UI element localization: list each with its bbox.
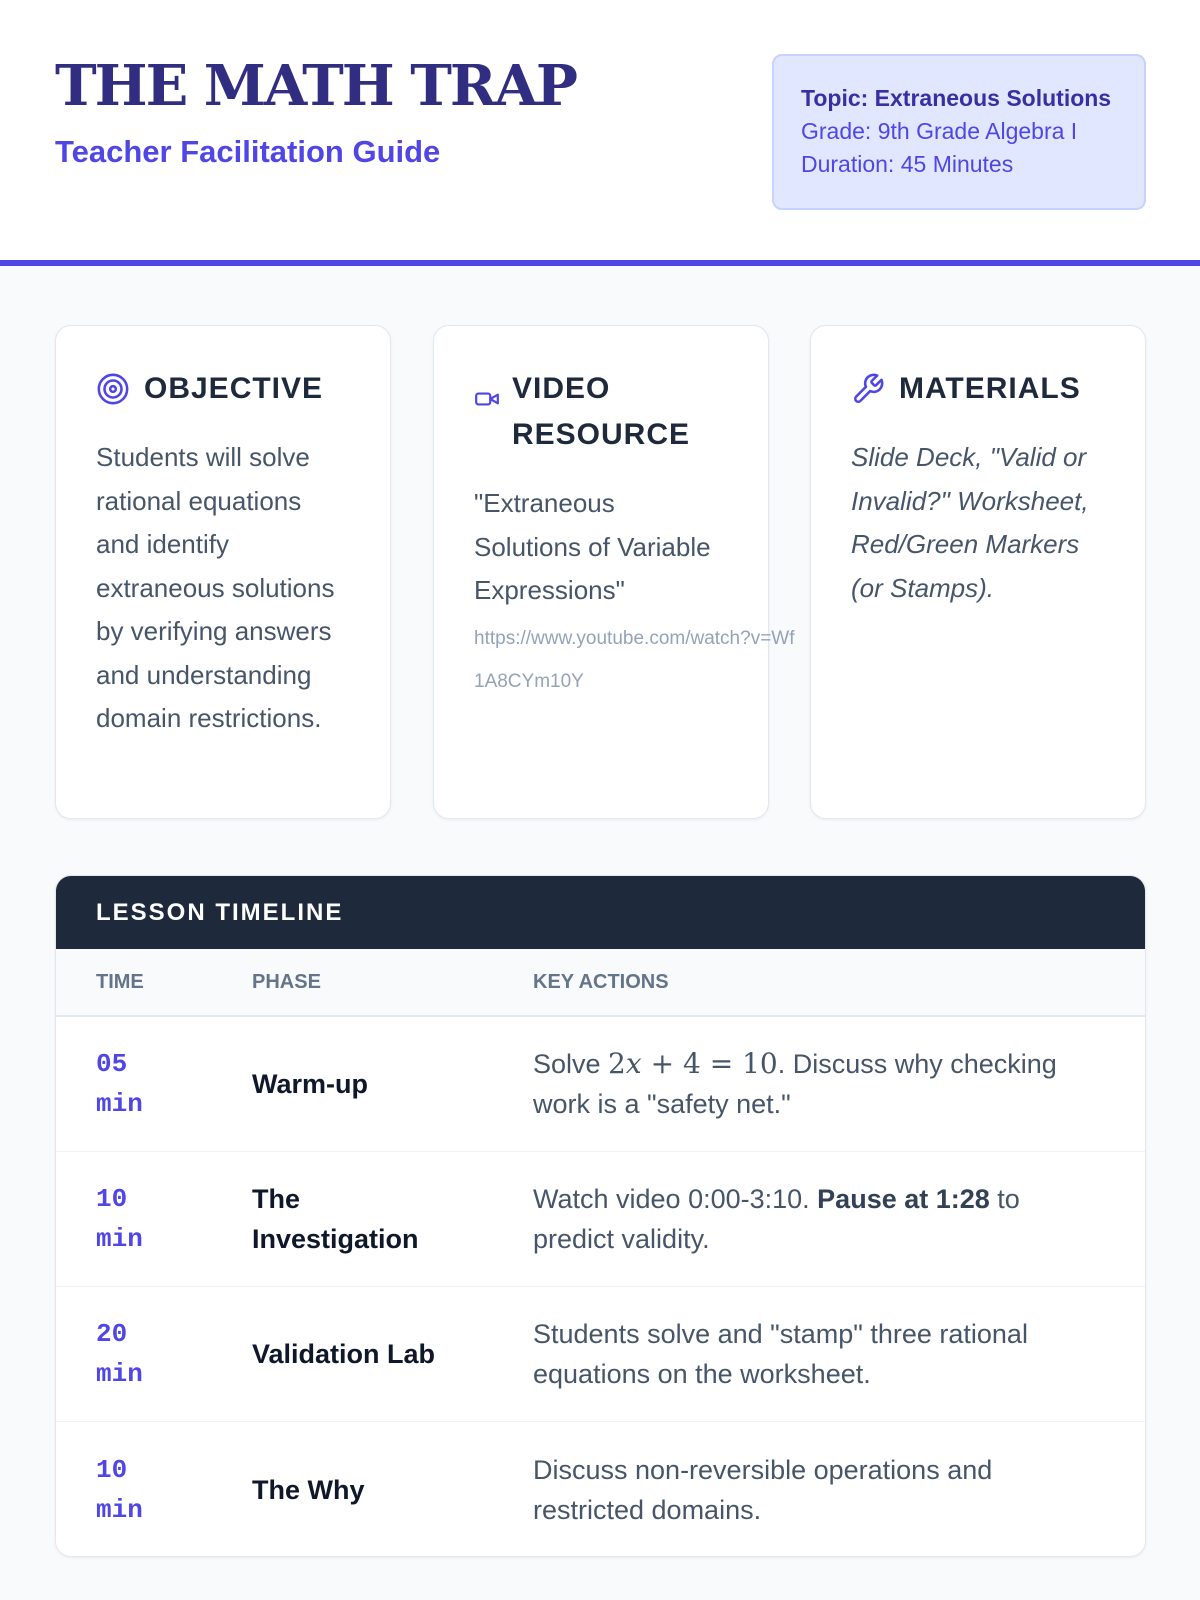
- duration-text: Duration: 45 Minutes: [801, 151, 1014, 177]
- video-link[interactable]: https://www.youtube.com/watch?v=Wf1A8CYm10Y: [474, 627, 795, 692]
- info-cards: [55, 325, 1146, 819]
- video-card-header: [474, 366, 728, 458]
- column-header-phase: PHASE: [252, 971, 321, 993]
- time-value: 10: [96, 1454, 128, 1485]
- equation-equals: =: [709, 1047, 734, 1080]
- actions-text: Solve: [533, 1049, 609, 1079]
- header: [0, 0, 1200, 266]
- time-cell: [96, 1152, 156, 1286]
- time-unit: min: [96, 1359, 143, 1389]
- actions-cell: Students solve and "stamp" three rational equations on the worksheet.: [533, 1319, 1028, 1389]
- column-header-time: TIME: [96, 971, 144, 993]
- actions-emphasis: Pause at 1:28: [817, 1184, 990, 1214]
- timeline-column-headers: [56, 949, 1145, 1017]
- time-cell: [96, 1017, 156, 1151]
- objective-card: [55, 325, 391, 819]
- actions-text: Watch video 0:00-3:10.: [533, 1184, 818, 1214]
- column-header-actions: KEY ACTIONS: [533, 971, 669, 993]
- time-value: 20: [96, 1319, 128, 1349]
- equation-coefficient: 2: [608, 1047, 626, 1080]
- lesson-timeline: [55, 875, 1146, 1557]
- actions-cell: Discuss non-reversible operations and restricted domains.: [533, 1454, 993, 1525]
- video-name-text: "Extraneous Solutions of Variable Expressions": [474, 488, 711, 605]
- timeline-title: LESSON TIMELINE: [56, 876, 1145, 949]
- objective-title: OBJECTIVE: [144, 372, 324, 405]
- equation-constant: 4: [682, 1047, 701, 1080]
- actions-text: . Discuss why checking work is a "safety net.": [533, 1049, 1057, 1119]
- objective-card-header: [96, 366, 350, 412]
- equation-variable: x: [625, 1047, 642, 1080]
- time-unit: min: [96, 1224, 143, 1254]
- objective-text: Students will solve rational equations and identify extraneous solutions by verifying answers and understanding domain restrictions.: [96, 442, 335, 733]
- time-value: 05: [96, 1049, 128, 1079]
- lesson-info-box: [772, 54, 1146, 210]
- time-unit: min: [96, 1089, 143, 1119]
- video-title: VIDEO RESOURCE: [512, 372, 691, 451]
- materials-text: Slide Deck, "Valid or Invalid?" Worksheet, Red/Green Markers (or Stamps).: [851, 442, 1089, 603]
- brand: [55, 53, 576, 170]
- materials-title: MATERIALS: [899, 372, 1081, 405]
- video-resource-card: [433, 325, 795, 819]
- materials-card-header: [851, 366, 1105, 412]
- video-camera-icon: [474, 386, 500, 412]
- actions-text: to predict validity.: [533, 1184, 1020, 1254]
- table-row: [56, 1017, 1145, 1152]
- equation-plus: +: [650, 1047, 675, 1080]
- equation: [608, 1047, 778, 1080]
- time-unit: min: [96, 1494, 143, 1525]
- phase-cell: The Why: [252, 1474, 365, 1505]
- topic-text: Topic: Extraneous Solutions: [801, 85, 1112, 111]
- page-subtitle: Teacher Facilitation Guide: [55, 133, 441, 169]
- actions-cell: [533, 1017, 1103, 1151]
- table-row: [56, 1152, 1145, 1287]
- time-cell: [96, 1422, 156, 1557]
- materials-card: [810, 325, 1146, 819]
- phase-cell: Warm-up: [252, 1069, 368, 1099]
- wrench-icon: [851, 372, 885, 406]
- page-title: THE MATH TRAP: [55, 53, 576, 119]
- phase-cell: Validation Lab: [252, 1339, 436, 1369]
- time-value: 10: [96, 1184, 128, 1214]
- time-cell: [96, 1287, 156, 1421]
- phase-cell: The Investigation: [252, 1184, 419, 1254]
- target-icon: [96, 372, 130, 406]
- table-row: [56, 1422, 1145, 1557]
- actions-cell: [533, 1152, 1103, 1286]
- table-row: [56, 1287, 1145, 1422]
- grade-text: Grade: 9th Grade Algebra I: [801, 118, 1078, 144]
- equation-rhs: 10: [742, 1047, 778, 1080]
